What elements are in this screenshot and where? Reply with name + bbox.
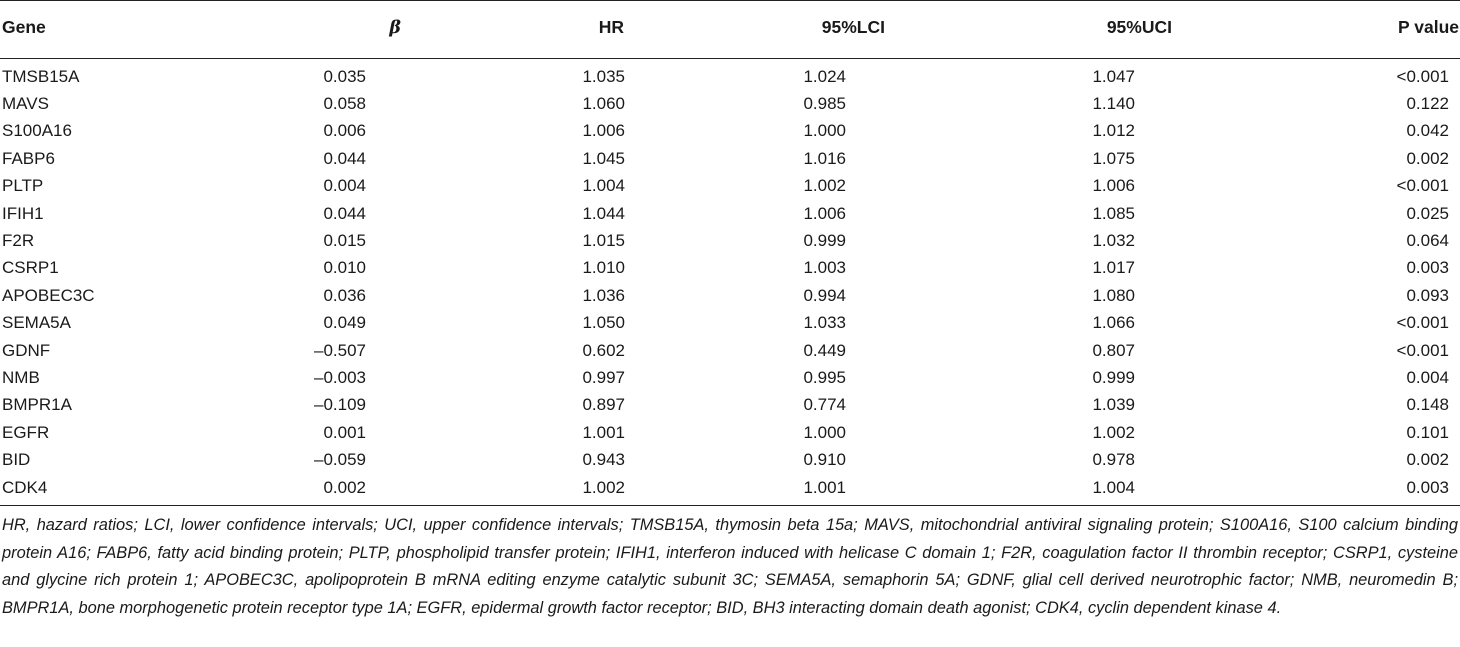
cell-gene: BID bbox=[2, 450, 31, 470]
cell-uci: 1.140 bbox=[1092, 94, 1135, 114]
cell-beta: 0.006 bbox=[323, 121, 366, 141]
cell-uci: 1.039 bbox=[1092, 395, 1135, 415]
cell-p: 0.148 bbox=[1406, 395, 1449, 415]
cell-p: <0.001 bbox=[1396, 66, 1449, 86]
cell-uci: 1.066 bbox=[1092, 313, 1135, 333]
cell-uci: 1.080 bbox=[1092, 285, 1135, 305]
cell-p: 0.004 bbox=[1406, 367, 1449, 387]
cell-p: <0.001 bbox=[1396, 340, 1449, 360]
cell-hr: 1.035 bbox=[582, 66, 625, 86]
cell-gene: PLTP bbox=[2, 176, 44, 196]
cell-uci: 1.002 bbox=[1092, 422, 1135, 442]
cell-lci: 0.995 bbox=[803, 367, 846, 387]
cell-beta: 0.004 bbox=[323, 176, 366, 196]
table-row bbox=[0, 310, 1460, 337]
header-uci: 95%UCI bbox=[940, 1, 1225, 59]
cell-lci: 1.000 bbox=[803, 422, 846, 442]
cell-beta: 0.049 bbox=[323, 313, 366, 333]
header-lci: 95%LCI bbox=[655, 1, 940, 59]
cell-uci: 0.807 bbox=[1092, 340, 1135, 360]
header-beta: β bbox=[290, 1, 415, 59]
cell-lci: 1.003 bbox=[803, 258, 846, 278]
cell-lci: 1.024 bbox=[803, 66, 846, 86]
table-row bbox=[0, 446, 1460, 473]
cell-hr: 1.001 bbox=[582, 422, 625, 442]
cell-uci: 0.978 bbox=[1092, 450, 1135, 470]
table-row bbox=[0, 392, 1460, 419]
cell-lci: 0.449 bbox=[803, 340, 846, 360]
cell-lci: 1.006 bbox=[803, 203, 846, 223]
cell-lci: 1.016 bbox=[803, 148, 846, 168]
table-body bbox=[0, 59, 1460, 506]
cell-hr: 1.015 bbox=[582, 231, 625, 251]
table-row bbox=[0, 474, 1460, 506]
table-header bbox=[0, 1, 1460, 59]
cell-hr: 1.050 bbox=[582, 313, 625, 333]
header-row bbox=[0, 1, 1460, 59]
cell-beta: 0.044 bbox=[323, 148, 366, 168]
cell-hr: 0.602 bbox=[582, 340, 625, 360]
cell-gene: S100A16 bbox=[2, 121, 72, 141]
cell-p: 0.101 bbox=[1406, 422, 1449, 442]
table-row bbox=[0, 337, 1460, 364]
cell-gene: EGFR bbox=[2, 422, 50, 442]
cell-gene: F2R bbox=[2, 231, 35, 251]
cell-gene: BMPR1A bbox=[2, 395, 72, 415]
cell-lci: 0.994 bbox=[803, 285, 846, 305]
cell-hr: 0.943 bbox=[582, 450, 625, 470]
cell-beta: –0.507 bbox=[314, 340, 366, 360]
cell-p: 0.042 bbox=[1406, 121, 1449, 141]
cell-hr: 1.060 bbox=[582, 94, 625, 114]
cell-uci: 1.047 bbox=[1092, 66, 1135, 86]
table-row bbox=[0, 282, 1460, 309]
cell-p: 0.064 bbox=[1406, 231, 1449, 251]
cell-beta: –0.003 bbox=[314, 367, 366, 387]
table-row bbox=[0, 227, 1460, 254]
cell-uci: 1.032 bbox=[1092, 231, 1135, 251]
cell-gene: FABP6 bbox=[2, 148, 55, 168]
table-row bbox=[0, 90, 1460, 117]
cell-uci: 1.085 bbox=[1092, 203, 1135, 223]
cell-hr: 1.044 bbox=[582, 203, 625, 223]
cell-beta: 0.035 bbox=[323, 66, 366, 86]
cell-gene: CSRP1 bbox=[2, 258, 59, 278]
table-row bbox=[0, 364, 1460, 391]
table-row bbox=[0, 419, 1460, 446]
cell-beta: 0.044 bbox=[323, 203, 366, 223]
cell-beta: 0.015 bbox=[323, 231, 366, 251]
cell-p: 0.002 bbox=[1406, 148, 1449, 168]
cell-lci: 0.985 bbox=[803, 94, 846, 114]
cell-gene: CDK4 bbox=[0, 474, 290, 506]
table-row bbox=[0, 59, 1460, 91]
cell-p: <0.001 bbox=[1396, 176, 1449, 196]
cell-gene: GDNF bbox=[2, 340, 51, 360]
cell-p: 0.025 bbox=[1406, 203, 1449, 223]
cell-lci: 0.774 bbox=[803, 395, 846, 415]
cell-hr: 1.006 bbox=[582, 121, 625, 141]
cell-uci: 1.004 bbox=[940, 474, 1225, 506]
cell-hr: 0.897 bbox=[582, 395, 625, 415]
cell-gene: IFIH1 bbox=[2, 203, 44, 223]
cell-p: 0.003 bbox=[1406, 258, 1449, 278]
cell-hr: 1.036 bbox=[582, 285, 625, 305]
cell-hr: 1.045 bbox=[582, 148, 625, 168]
cell-lci: 0.999 bbox=[803, 231, 846, 251]
cell-uci: 1.012 bbox=[1092, 121, 1135, 141]
cell-beta: 0.001 bbox=[323, 422, 366, 442]
cell-beta: –0.059 bbox=[314, 450, 366, 470]
cell-hr: 1.004 bbox=[582, 176, 625, 196]
cell-gene: SEMA5A bbox=[2, 313, 71, 333]
header-hr: HR bbox=[415, 1, 655, 59]
cell-p: <0.001 bbox=[1396, 313, 1449, 333]
cell-uci: 1.075 bbox=[1092, 148, 1135, 168]
cell-uci: 1.006 bbox=[1092, 176, 1135, 196]
cell-hr: 1.002 bbox=[415, 474, 655, 506]
cell-lci: 0.910 bbox=[803, 450, 846, 470]
cell-p: 0.093 bbox=[1406, 285, 1449, 305]
cell-p: 0.002 bbox=[1406, 450, 1449, 470]
cell-lci: 1.033 bbox=[803, 313, 846, 333]
table-row bbox=[0, 200, 1460, 227]
table-row bbox=[0, 145, 1460, 172]
header-p-value: P value bbox=[1225, 1, 1460, 59]
cell-beta: 0.036 bbox=[323, 285, 366, 305]
cell-lci: 1.000 bbox=[803, 121, 846, 141]
cell-gene: APOBEC3C bbox=[2, 285, 95, 305]
table-row bbox=[0, 255, 1460, 282]
cell-p: 0.122 bbox=[1406, 94, 1449, 114]
cell-gene: MAVS bbox=[2, 94, 49, 114]
table-row bbox=[0, 118, 1460, 145]
cell-hr: 0.997 bbox=[582, 367, 625, 387]
cell-uci: 1.017 bbox=[1092, 258, 1135, 278]
cell-beta: 0.010 bbox=[323, 258, 366, 278]
cell-hr: 1.010 bbox=[582, 258, 625, 278]
cell-beta: –0.109 bbox=[314, 395, 366, 415]
cell-beta: 0.002 bbox=[290, 474, 415, 506]
cell-gene: TMSB15A bbox=[2, 66, 80, 86]
table-row bbox=[0, 173, 1460, 200]
cell-lci: 1.001 bbox=[655, 474, 940, 506]
cell-p: 0.003 bbox=[1225, 474, 1460, 506]
cell-gene: NMB bbox=[2, 367, 40, 387]
cell-lci: 1.002 bbox=[803, 176, 846, 196]
cell-uci: 0.999 bbox=[1092, 367, 1135, 387]
header-gene: Gene bbox=[0, 1, 290, 59]
cell-beta: 0.058 bbox=[323, 94, 366, 114]
table-footnote: HR, hazard ratios; LCI, lower confidence intervals; UCI, upper confidence intervals; TMSB15A, thymosin beta 15a; MAVS, mitochondrial antiviral signaling protein; S100A16, S100 calcium binding protein A16; FABP6, fatty acid binding protein; PLTP, phospholipid transfer protein; IFIH1, interferon induced with helicase C domain 1; F2R, coagulation factor II thrombin receptor; CSRP1, cysteine and glycine rich protein 1; APOBEC3C, apolipoprotein B mRNA editing enzyme catalytic subunit 3C; SEMA5A, semaphorin 5A; GDNF, glial cell derived neurotrophic factor; NMB, neuromedin B; BMPR1A, bone morphogenetic protein receptor type 1A; EGFR, epidermal growth factor receptor; BID, BH3 interacting domain death agonist; CDK4, cyclin dependent kinase 4. bbox=[2, 516, 1458, 617]
